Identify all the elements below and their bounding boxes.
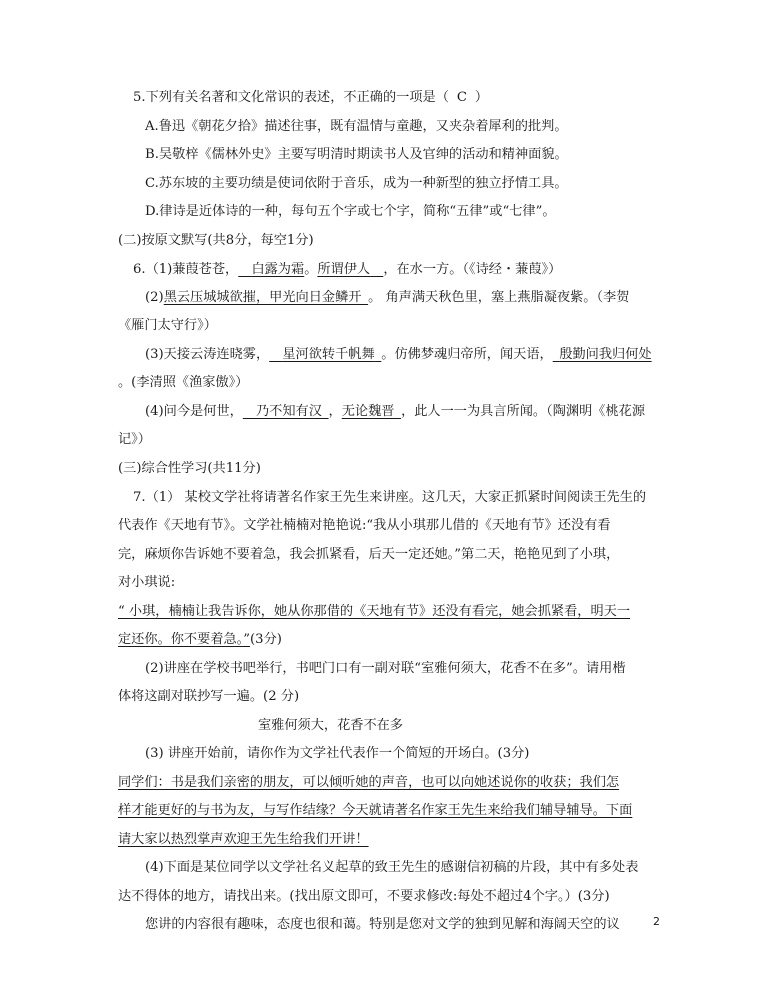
q7-couplet: 室雅何须大，花香不在多 [258, 718, 404, 733]
q7-p2-line-1: (2)讲座在学校书吧举行，书吧门口有一副对联“室雅何须大，花香不在多”。请用楷 [145, 661, 626, 676]
q7-p1-line-4: 对小琪说: [118, 575, 176, 590]
q6-line-3b: 。(李清照《渔家傲》） [118, 375, 249, 390]
q7-p1-line-1: 7.（1） 某校文学社将请著名作家王先生来讲座。这几天，大家正抓紧时间阅读王先生的 [133, 490, 647, 505]
q7-p2-line-2: 体将这副对联抄写一遍。(2 分) [118, 689, 300, 704]
q5-answer: C [456, 90, 467, 105]
q7-answer-3-line-2: 样才能更好的与书为友，与写作结缘？今天就请著名作家王先生来给我们辅导辅导。下面 [118, 803, 633, 818]
q6-line-1: 6.（1)蒹葭苍苍， 白露为霜。所谓伊人 ，在水一方。（《诗经・蒹葭》） [133, 262, 562, 277]
q5-option-d: D.律诗是近体诗的一种，每句五个字或七个字，简称“五律”或“七律”。 [145, 204, 556, 219]
q5-option-c: C.苏东坡的主要功绩是使词依附于音乐，成为一种新型的独立抒情工具。 [145, 176, 568, 191]
section-2-title: (二)按原文默写(共8分，每空1分) [118, 233, 314, 248]
q7-p4-line-1: (4)下面是某位同学以文学社名义起草的致王先生的感谢信初稿的片段，其中有多处表 [145, 860, 639, 875]
q5-stem: 5.下列有关名著和文化常识的表述，不正确的一项是（ C ） [133, 88, 488, 108]
page-number: 2 [653, 915, 660, 928]
q7-answer-1-line-1: “ 小琪，楠楠让我告诉你，她从你那借的《天地有节》还没有看完，她会抓紧看，明天一 [118, 604, 631, 619]
q7-p1-line-3: 完，麻烦你告诉她不要着急，我会抓紧看，后天一定还她。”第二天，艳艳见到了小琪， [118, 547, 620, 562]
q7-p3: (3) 讲座开始前，请你作为文学社代表作一个简短的开场白。(3分) [145, 746, 530, 761]
q7-p5-line-1: 您讲的内容很有趣味，态度也很和蔼。特别是您对文学的独到见解和海阔天空的议 [145, 917, 620, 932]
q7-p1-line-2: 代表作《天地有节》。文学社楠楠对艳艳说:“我从小琪那儿借的《天地有节》还没有看 [118, 518, 611, 533]
q5-option-a: A.鲁迅《朝花夕拾》描述往事，既有温情与童趣，又夹杂着犀利的批判。 [145, 119, 568, 134]
q6-answer-3: 黑云压城城欲摧，甲光向日金鳞开 [163, 290, 362, 305]
q6-answer-6: 乃不知有汉 [256, 404, 322, 419]
q6-line-4: (4)问今是何世， 乃不知有汉 ，无论魏晋 ，此人一一为具言所闻。（陶渊明《桃花源 [145, 404, 646, 419]
q6-line-4b: 记》） [118, 432, 151, 447]
q5-option-b: B.吴敬梓《儒林外史》主要写明清时期读书人及官绅的活动和精神面貌。 [145, 147, 568, 162]
q7-answer-1-line-2: 定还你。你不要着急。”(3分) [118, 632, 282, 647]
q7-answer-3-line-3: 请大家以热烈掌声欢迎王先生给我们开讲！ [118, 832, 369, 847]
q6-line-3: (3)天接云涛连晓雾， 星河欲转千帆舞 。仿佛梦魂归帝所，闻天语， 殷勤问我归何处 [145, 347, 652, 362]
q6-answer-1: 白露为霜 [251, 262, 305, 277]
q7-answer-3-line-1: 同学们：书是我们亲密的朋友，可以倾听她的声音，也可以向她述说你的收获；我们怎 [118, 775, 620, 790]
q6-answer-5: 殷勤问我归何处 [559, 347, 652, 362]
q6-answer-7: 无论魏晋 [341, 404, 395, 419]
q6-line-2b: 《雁门太守行》） [118, 318, 217, 333]
q7-p4-line-2: 达不得体的地方，请找出来。(找出原文即可，不要求修改:每处不超过4个字。）(3分) [118, 889, 610, 904]
section-3-title: (三)综合性学习(共11分) [118, 461, 261, 476]
q6-line-2: (2)黑云压城城欲摧，甲光向日金鳞开 。 角声满天秋色里，塞上燕脂凝夜紫。（李贺 [145, 290, 630, 305]
q6-answer-2: 所谓伊人 [317, 262, 371, 277]
q6-answer-4: 星河欲转千帆舞 [282, 347, 375, 362]
